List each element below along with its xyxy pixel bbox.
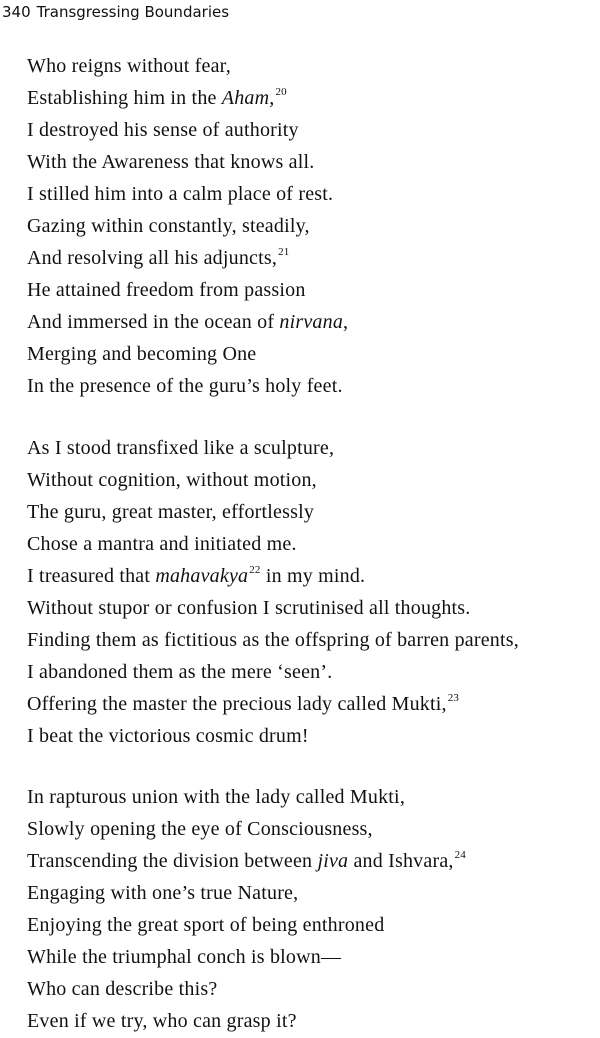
running-header [2, 2, 229, 22]
verse-text: I abandoned them as the mere ‘seen’. [27, 661, 333, 683]
verse-line [27, 560, 519, 592]
verse-text: And immersed in the ocean of [27, 311, 280, 333]
verse-text: With the Awareness that knows all. [27, 151, 315, 173]
verse-text: In rapturous union with the lady called Mukti, [27, 786, 406, 808]
verse-line [27, 370, 348, 402]
verse-text: While the triumphal conch is blown— [27, 946, 342, 968]
verse-text: And resolving all his adjuncts, [27, 247, 278, 269]
verse-line [27, 274, 348, 306]
verse-line [27, 1005, 466, 1037]
verse-line [27, 909, 466, 941]
footnote-ref: 23 [447, 692, 460, 704]
verse-text: He attained freedom from passion [27, 279, 306, 301]
verse-text: In the presence of the guru’s holy feet. [27, 375, 343, 397]
verse-line [27, 592, 519, 624]
verse-text: Who reigns without fear, [27, 55, 231, 77]
footnote-ref: 24 [454, 849, 467, 861]
verse-line [27, 146, 348, 178]
verse-line [27, 624, 519, 656]
verse-line [27, 845, 466, 877]
verse-text: Slowly opening the eye of Consciousness, [27, 818, 373, 840]
footnote-ref: 21 [278, 246, 290, 258]
verse-line [27, 210, 348, 242]
verse-line [27, 941, 466, 973]
verse-text: Engaging with one’s true Nature, [27, 882, 299, 904]
verse-text: Without stupor or confusion I scrutinised all thoughts. [27, 597, 471, 619]
italic-term: Aham [221, 87, 270, 109]
verse-line [27, 528, 519, 560]
running-title: Transgressing Boundaries [36, 3, 230, 21]
stanza [27, 432, 519, 752]
verse-text: Finding them as fictitious as the offspring of barren parents, [27, 629, 519, 651]
verse-line [27, 781, 466, 813]
verse-line [27, 813, 466, 845]
verse-text: , [269, 87, 275, 109]
verse-line [27, 496, 519, 528]
italic-term: jiva [317, 850, 349, 872]
verse-text: Chose a mantra and initiated me. [27, 533, 297, 555]
verse-line [27, 338, 348, 370]
footnote-ref: 22 [249, 564, 261, 576]
stanza [27, 50, 348, 402]
verse-text: in my mind. [260, 565, 366, 587]
footnote-ref: 20 [275, 86, 287, 98]
stanza [27, 781, 466, 1037]
verse-text: Transcending the division between [27, 850, 318, 872]
italic-term: mahavakya [155, 565, 249, 587]
verse-line [27, 688, 519, 720]
verse-line [27, 464, 519, 496]
verse-text: , [343, 311, 349, 333]
verse-text: I stilled him into a calm place of rest. [27, 183, 334, 205]
verse-text: Enjoying the great sport of being enthroned [27, 914, 385, 936]
verse-line [27, 720, 519, 752]
verse-line [27, 306, 348, 338]
verse-line [27, 432, 519, 464]
verse-text: Merging and becoming One [27, 343, 257, 365]
verse-line [27, 82, 348, 114]
verse-text: Offering the master the precious lady called Mukti, [27, 693, 447, 715]
verse-text: Gazing within constantly, steadily, [27, 215, 310, 237]
page-number: 340 [2, 3, 31, 21]
verse-line [27, 656, 519, 688]
verse-text: I destroyed his sense of authority [27, 119, 299, 141]
verse-text: Who can describe this? [27, 978, 218, 1000]
verse-line [27, 50, 348, 82]
verse-text: Establishing him in the [27, 87, 222, 109]
verse-line [27, 877, 466, 909]
verse-text: The guru, great master, effortlessly [27, 501, 315, 523]
verse-line [27, 242, 348, 274]
verse-line [27, 973, 466, 1005]
verse-line [27, 114, 348, 146]
verse-text: Even if we try, who can grasp it? [27, 1010, 297, 1032]
verse-text: I beat the victorious cosmic drum! [27, 725, 309, 747]
verse-line [27, 178, 348, 210]
verse-text: Without cognition, without motion, [27, 469, 317, 491]
verse-text: As I stood transfixed like a sculpture, [27, 437, 335, 459]
italic-term: nirvana [279, 311, 344, 333]
verse-text: and Ishvara, [348, 850, 454, 872]
verse-text: I treasured that [27, 565, 156, 587]
